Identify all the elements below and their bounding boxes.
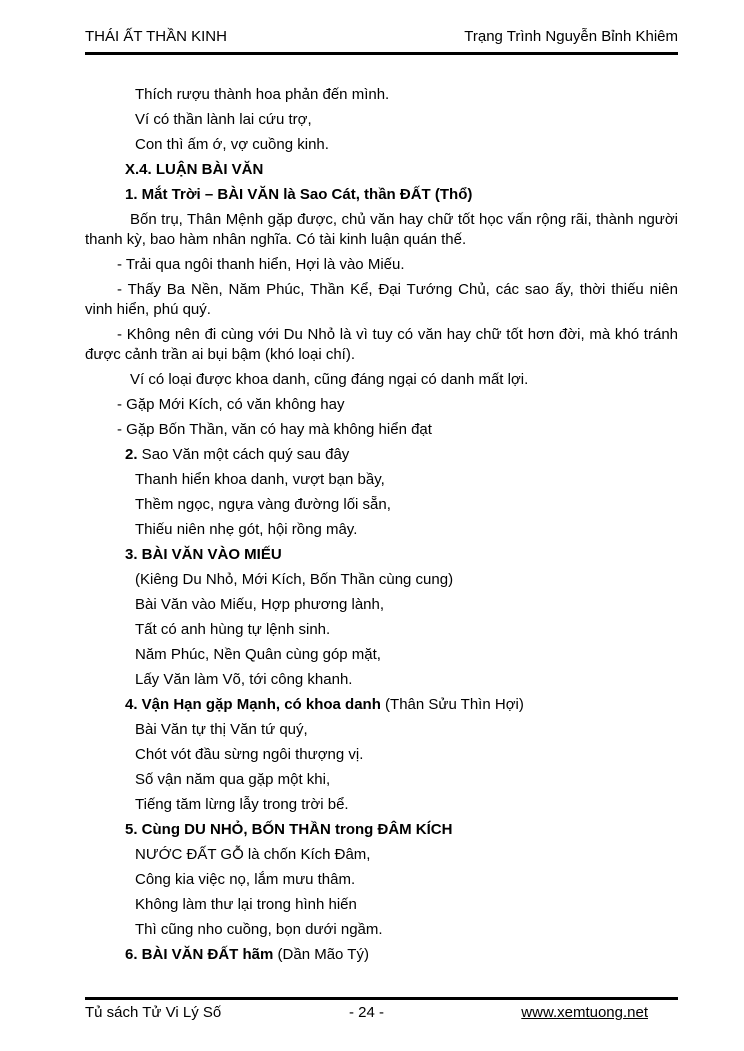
section-heading bbox=[125, 695, 678, 715]
verse-line bbox=[135, 895, 678, 915]
heading-bold-text: 4. Vận Hạn gặp Mạnh, có khoa danh bbox=[125, 696, 381, 713]
text-run: Chót vót đầu sừng ngôi thượng vị. bbox=[135, 746, 364, 763]
text-run: Bài Văn vào Miếu, Hợp phương lành, bbox=[135, 596, 385, 613]
section-heading bbox=[125, 160, 678, 180]
heading-bold-text: 2. bbox=[125, 446, 138, 463]
text-run: - Gặp Mới Kích, có văn không hay bbox=[117, 396, 345, 413]
verse-line bbox=[135, 870, 678, 890]
text-run: Thích rượu thành hoa phản đến mình. bbox=[135, 86, 390, 103]
heading-bold-text: 5. Cùng DU NHỎ, BỐN THẦN trong ĐÂM KÍCH bbox=[125, 821, 453, 838]
list-item-dash bbox=[85, 395, 678, 415]
text-run: Lấy Văn làm Võ, tới công khanh. bbox=[135, 671, 353, 688]
text-run: Tất có anh hùng tự lệnh sinh. bbox=[135, 621, 331, 638]
text-run: Công kia việc nọ, lắm mưu thâm. bbox=[135, 871, 356, 888]
verse-line bbox=[135, 470, 678, 490]
text-run: Bài Văn tự thị Văn tứ quý, bbox=[135, 721, 308, 738]
header-book-title: THÁI ẤT THẦN KINH bbox=[85, 28, 227, 45]
text-run: Bốn trụ, Thân Mệnh gặp được, chủ văn hay chữ tốt học vấn rộng rãi, thành người thanh kỳ, bao hàm nhân nghĩa. Có tài kinh luận quán thế. bbox=[85, 211, 678, 248]
text-run: Tiếng tăm lừng lẫy trong trời bể. bbox=[135, 796, 349, 813]
text-run: (Dần Mão Tý) bbox=[273, 946, 369, 963]
footer-page-number: - 24 - bbox=[349, 1004, 385, 1021]
verse-line bbox=[135, 645, 678, 665]
heading-bold-text: 1. Mắt Trời – BÀI VĂN là Sao Cát, thần ĐẤT (Thổ) bbox=[125, 186, 473, 203]
verse-line bbox=[135, 795, 678, 815]
text-run: (Kiêng Du Nhỏ, Mới Kích, Bốn Thần cùng cung) bbox=[135, 571, 454, 588]
text-run: Không làm thư lại trong hình hiến bbox=[135, 896, 357, 913]
heading-bold-text: 6. BÀI VĂN ĐẤT hãm bbox=[125, 946, 274, 963]
verse-line bbox=[135, 495, 678, 515]
text-run: Thềm ngọc, ngựa vàng đường lối sẵn, bbox=[135, 496, 391, 513]
heading-bold-text: 3. BÀI VĂN VÀO MIẾU bbox=[125, 546, 282, 563]
section-heading bbox=[125, 185, 678, 205]
verse-line bbox=[135, 920, 678, 940]
verse-line bbox=[135, 845, 678, 865]
text-run: Con thì ấm ớ, vợ cuồng kinh. bbox=[135, 136, 329, 153]
list-item-dash bbox=[85, 325, 678, 365]
text-run: - Trải qua ngôi thanh hiển, Hợi là vào Miếu. bbox=[117, 256, 405, 273]
list-item-dash bbox=[85, 255, 678, 275]
text-run: Sao Văn một cách quý sau đây bbox=[137, 446, 350, 463]
verse-line bbox=[135, 520, 678, 540]
text-run: - Thấy Ba Nền, Năm Phúc, Thần Kể, Đại Tướng Chủ, các sao ấy, thời thiếu niên vinh hiển, phú quý. bbox=[85, 281, 678, 318]
text-run: Thì cũng nho cuồng, bọn dưới ngầm. bbox=[135, 921, 383, 938]
text-run: (Thân Sửu Thìn Hợi) bbox=[380, 696, 524, 713]
paragraph bbox=[85, 210, 678, 250]
verse-line bbox=[135, 110, 678, 130]
verse-line bbox=[135, 570, 678, 590]
footer-row bbox=[85, 1004, 678, 1022]
text-run: Năm Phúc, Nền Quân cùng góp mặt, bbox=[135, 646, 381, 663]
verse-line bbox=[135, 620, 678, 640]
document-body bbox=[85, 85, 678, 970]
paragraph bbox=[85, 370, 678, 390]
text-run: Ví có thần lành lai cứu trợ, bbox=[135, 111, 312, 128]
page-footer bbox=[85, 997, 678, 1022]
verse-line bbox=[135, 135, 678, 155]
text-run: - Không nên đi cùng với Du Nhỏ là vì tuy có văn hay chữ tốt hơn đời, mà khó tránh được cảnh trần ai bụi bậm (khó loại chí). bbox=[85, 326, 678, 363]
list-item-dash bbox=[85, 420, 678, 440]
verse-line bbox=[135, 670, 678, 690]
text-run: NƯỚC ĐẤT GỖ là chốn Kích Đâm, bbox=[135, 846, 371, 863]
text-run: - Gặp Bốn Thần, văn có hay mà không hiển đạt bbox=[117, 421, 432, 438]
text-run: Thiếu niên nhẹ gót, hội rồng mây. bbox=[135, 521, 358, 538]
section-heading bbox=[125, 820, 678, 840]
footer-link-container bbox=[384, 1004, 678, 1022]
page-header bbox=[85, 28, 678, 55]
verse-line bbox=[135, 595, 678, 615]
section-heading bbox=[125, 945, 678, 965]
verse-line bbox=[135, 85, 678, 105]
section-heading bbox=[125, 545, 678, 565]
footer-website-link[interactable]: www.xemtuong.net bbox=[521, 1004, 649, 1021]
text-run: Thanh hiển khoa danh, vượt bạn bầy, bbox=[135, 471, 385, 488]
section-heading bbox=[125, 445, 678, 465]
verse-line bbox=[135, 745, 678, 765]
verse-line bbox=[135, 770, 678, 790]
text-run: Số vận năm qua gặp một khi, bbox=[135, 771, 331, 788]
verse-line bbox=[135, 720, 678, 740]
list-item-dash bbox=[85, 280, 678, 320]
header-author: Trạng Trình Nguyễn Bỉnh Khiêm bbox=[464, 28, 678, 45]
footer-book-series: Tủ sách Tử Vi Lý Số bbox=[85, 1004, 222, 1021]
text-run: Ví có loại được khoa danh, cũng đáng ngại có danh mất lợi. bbox=[130, 371, 529, 388]
heading-bold-text: X.4. LUẬN BÀI VĂN bbox=[125, 161, 264, 178]
